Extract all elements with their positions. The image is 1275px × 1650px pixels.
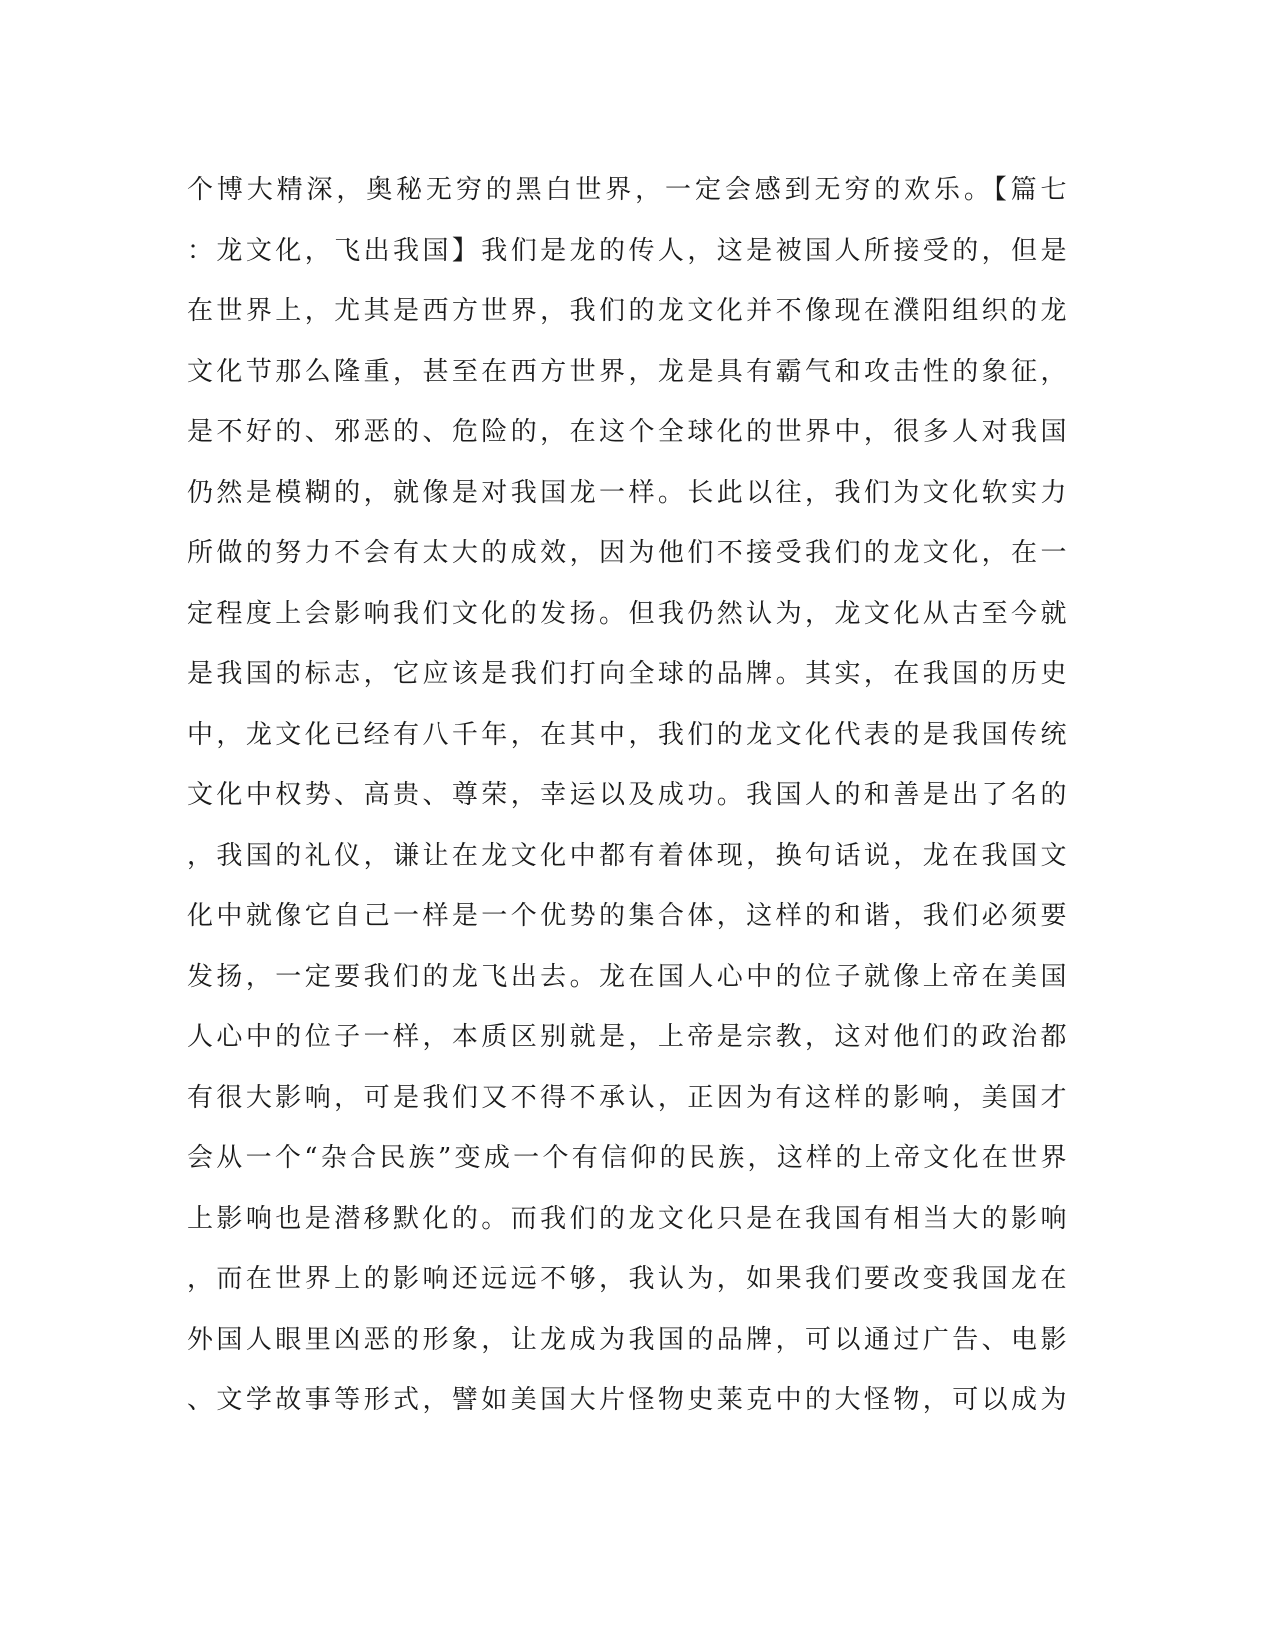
text-line: ，而在世界上的影响还远远不够，我认为，如果我们要改变我国龙在 (187, 1264, 1067, 1294)
text-line: 上影响也是潜移默化的。而我们的龙文化只是在我国有相当大的影响 (187, 1203, 1067, 1234)
text-line: 化中就像它自己一样是一个优势的集合体，这样的和谐，我们必须要 (187, 901, 1067, 931)
text-line: 发扬，一定要我们的龙飞出去。龙在国人心中的位子就像上帝在美国 (187, 961, 1067, 992)
text-line: 文化中权势、高贵、尊荣，幸运以及成功。我国人的和善是出了名的 (187, 780, 1067, 810)
text-line: 所做的努力不会有太大的成效，因为他们不接受我们的龙文化，在一 (187, 538, 1067, 568)
text-line: 在世界上，尤其是西方世界，我们的龙文化并不像现在濮阳组织的龙 (187, 296, 1067, 326)
text-line: 定程度上会影响我们文化的发扬。但我仍然认为，龙文化从古至今就 (187, 598, 1067, 629)
text-line: ：龙文化，飞出我国】我们是龙的传人，这是被国人所接受的，但是 (187, 235, 1067, 266)
body-text (187, 160, 1067, 1431)
text-line: 会从一个“杂合民族”变成一个有信仰的民族，这样的上帝文化在世界 (187, 1143, 1067, 1173)
text-line: 个博大精深，奥秘无穷的黑白世界，一定会感到无穷的欢乐。【篇七 (187, 175, 1067, 205)
text-line: ，我国的礼仪，谦让在龙文化中都有着体现，换句话说，龙在我国文 (187, 840, 1067, 871)
text-line: 仍然是模糊的，就像是对我国龙一样。长此以往，我们为文化软实力 (187, 477, 1067, 508)
text-line: 外国人眼里凶恶的形象，让龙成为我国的品牌，可以通过广告、电影 (187, 1324, 1067, 1355)
text-line: 是不好的、邪恶的、危险的，在这个全球化的世界中，很多人对我国 (187, 417, 1067, 447)
text-line: 、文学故事等形式，譬如美国大片怪物史莱克中的大怪物，可以成为 (187, 1385, 1067, 1415)
text-line: 人心中的位子一样，本质区别就是，上帝是宗教，这对他们的政治都 (187, 1022, 1067, 1052)
text-line: 文化节那么隆重，甚至在西方世界，龙是具有霸气和攻击性的象征， (187, 356, 1067, 387)
text-line: 有很大影响，可是我们又不得不承认，正因为有这样的影响，美国才 (187, 1082, 1067, 1113)
text-line: 中，龙文化已经有八千年，在其中，我们的龙文化代表的是我国传统 (187, 719, 1067, 750)
text-line: 是我国的标志，它应该是我们打向全球的品牌。其实，在我国的历史 (187, 659, 1067, 689)
